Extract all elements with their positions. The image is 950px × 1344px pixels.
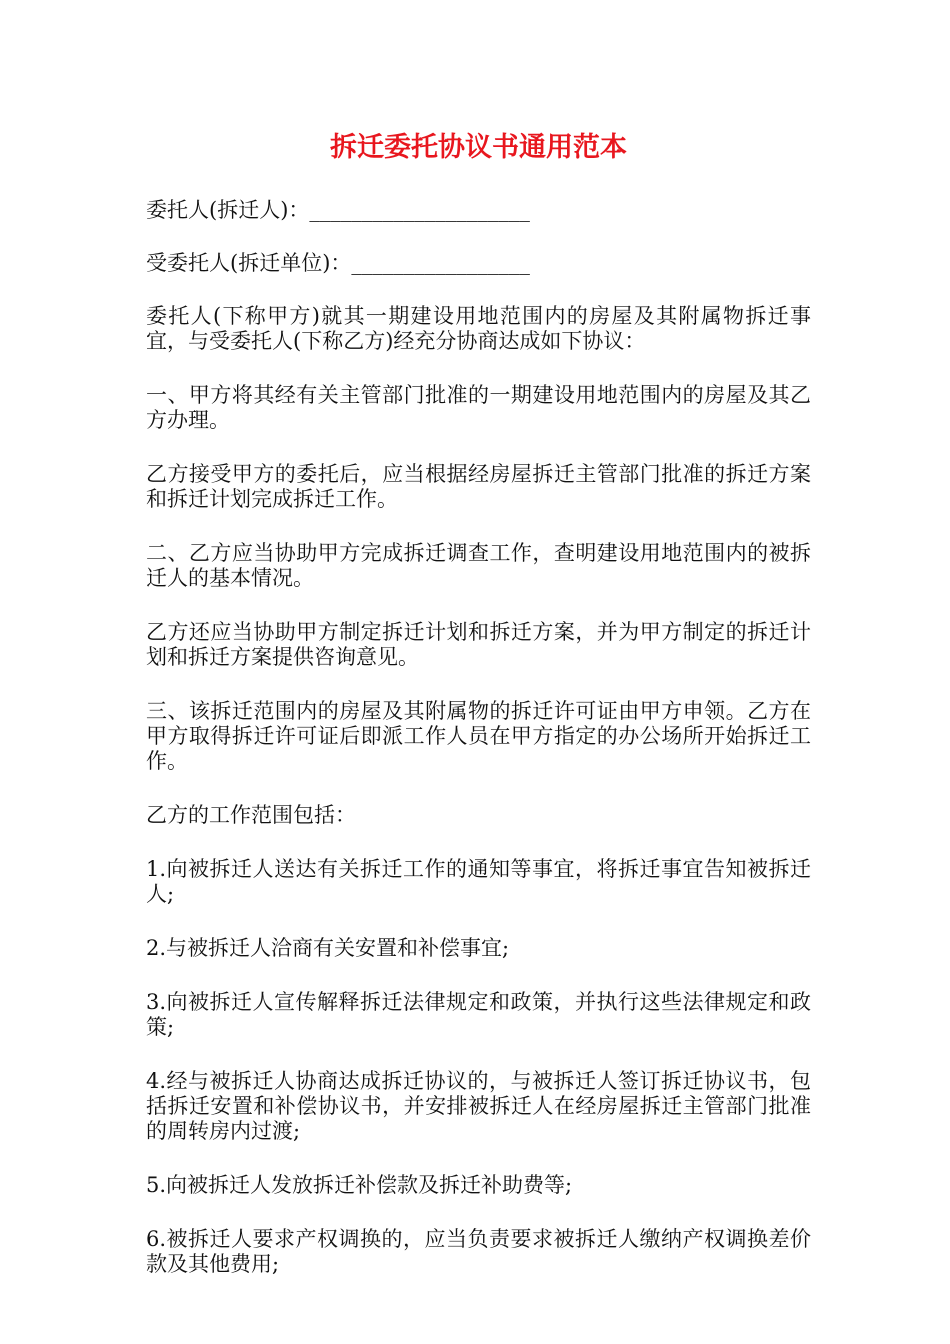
- document-page: [146, 128, 811, 1306]
- list-item-4: 4.经与被拆迁人协商达成拆迁协议的，与被拆迁人签订拆迁协议书，包括拆迁安置和补偿协议书，并安排被拆迁人在经房屋拆迁主管部门批准的周转房内过渡;: [146, 1069, 811, 1143]
- paragraph-clause-2: 二、乙方应当协助甲方完成拆迁调查工作，查明建设用地范围内的被拆迁人的基本情况。: [146, 541, 811, 590]
- list-item-6: 6.被拆迁人要求产权调换的，应当负责要求被拆迁人缴纳产权调换差价款及其他费用;: [146, 1227, 811, 1276]
- agent-label: 受委托人(拆迁单位)：: [146, 251, 352, 275]
- paragraph-intro: 委托人(下称甲方)就其一期建设用地范围内的房屋及其附属物拆迁事宜，与受委托人(下称乙方)经充分协商达成如下协议：: [146, 304, 811, 353]
- paragraph-clause-1: 一、甲方将其经有关主管部门批准的一期建设用地范围内的房屋及其乙方办理。: [146, 383, 811, 432]
- list-item-5: 5.向被拆迁人发放拆迁补偿款及拆迁补助费等;: [146, 1173, 573, 1197]
- paragraph-clause-2-detail: 乙方还应当协助甲方制定拆迁计划和拆迁方案，并为甲方制定的拆迁计划和拆迁方案提供咨询意见。: [146, 620, 811, 669]
- agent-field: [146, 251, 811, 276]
- list-item-3: 3.向被拆迁人宣传解释拆迁法律规定和政策，并执行这些法律规定和政策;: [146, 990, 811, 1039]
- list-item-1: 1.向被拆迁人送达有关拆迁工作的通知等事宜，将拆迁事宜告知被拆迁人;: [146, 857, 811, 906]
- agent-blank: _________________: [351, 251, 530, 275]
- paragraph-scope-heading: 乙方的工作范围包括：: [146, 803, 356, 827]
- list-item-2: 2.与被拆迁人洽商有关安置和补偿事宜;: [146, 936, 510, 960]
- paragraph-clause-1-detail: 乙方接受甲方的委托后，应当根据经房屋拆迁主管部门批准的拆迁方案和拆迁计划完成拆迁工作。: [146, 462, 811, 511]
- document-title: 拆迁委托协议书通用范本: [330, 132, 627, 163]
- principal-blank: _____________________: [309, 198, 530, 222]
- paragraph-clause-3: 三、该拆迁范围内的房屋及其附属物的拆迁许可证由甲方申领。乙方在甲方取得拆迁许可证后即派工作人员在甲方指定的办公场所开始拆迁工作。: [146, 699, 811, 773]
- principal-field: [146, 198, 811, 223]
- principal-label: 委托人(拆迁人)：: [146, 198, 310, 222]
